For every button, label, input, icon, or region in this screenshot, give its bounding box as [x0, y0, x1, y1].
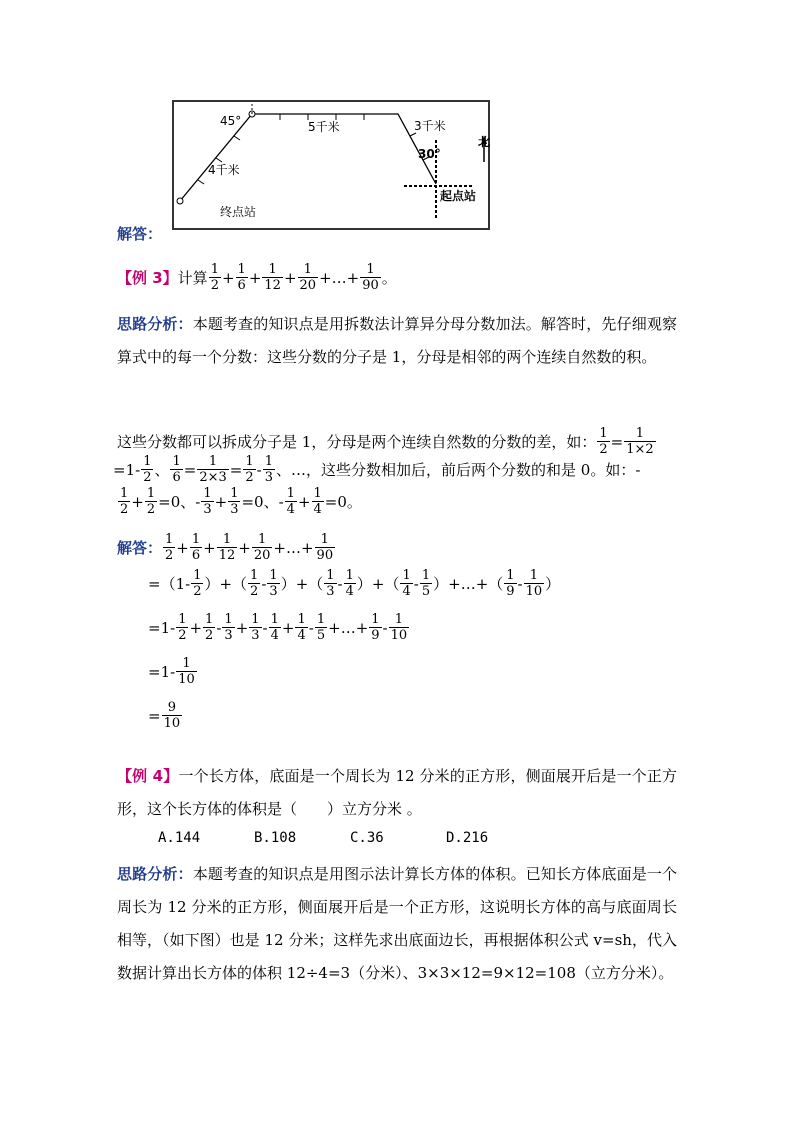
example-3-question: 【例 3】 计算 $\frac{1}{2}$ + $\frac{1}{6}$ + $\frac{1}{12}$ + $\frac{1}{20}$ +…+ $\frac{1}{90}$ 。 — [117, 262, 397, 293]
example-3-analysis: 思路分析：本题考查的知识点是用拆数法计算异分母分数加法。解答时，先仔细观察算式中的每一个分数：这些分数的分子是 1，分母是相邻的两个连续自然数的积。 — [117, 315, 677, 366]
svg-text:终点站: 终点站 — [220, 205, 257, 219]
route-diagram — [172, 100, 490, 230]
split-intro: 这些分数都可以拆成分子是 1，分母是两个连续自然数的分数的差，如： $\frac{1}{2}$ = $\frac{1}{1\times 2}$ — [117, 426, 654, 457]
end-station-point — [177, 198, 183, 204]
svg-text:北: 北 — [478, 135, 490, 149]
svg-text:4千米: 4千米 — [208, 163, 240, 177]
answer-label: 解答： — [117, 225, 163, 243]
solution-line-1: 解答： $\frac{1}{2}$ + $\frac{1}{6}$ + $\frac{1}{12}$ + $\frac{1}{20}$ +…+ $\frac{1}{90}$ — [117, 532, 334, 563]
svg-text:起点站: 起点站 — [440, 189, 477, 203]
split-examples: =1- $\frac{1}{2}$ 、 $\frac{1}{6}$ = $\frac{1}{2\times 3}$ = $\frac{1}{2}$ - $\frac{1}{3}$ 、…，这些分数相加后，前后两个分数的和是 0。如：- — [113, 454, 641, 485]
solution-line-4: =1- $\frac{1}{10}$ — [148, 656, 195, 687]
svg-text:3千米: 3千米 — [414, 119, 446, 133]
example-4-analysis: 思路分析：本题考查的知识点是用图示法计算长方体的体积。已知长方体底面是一个周长为 12 分米的正方形，侧面展开后是一个正方形，这说明长方体的高与底面周长相等，（如下图）也是 12 分米；这样先求出底面边长，再根据体积公式 v=sh，代入数据计算出长方体的体积 12÷4=3（分米）、3×3×12=9×12=108（立方分米）。 — [117, 865, 677, 982]
svg-text:30°: 30° — [418, 147, 441, 161]
zero-sum-examples: $\frac{1}{2}$ + $\frac{1}{2}$ =0、- $\frac{1}{3}$ + $\frac{1}{3}$ =0、- $\frac{1}{4}$ + $\frac{1}{4}$ =0。 — [120, 486, 362, 517]
solution-line-5: = $\frac{9}{10}$ — [148, 700, 181, 731]
example-4-options: A.144 B.108 C.36 D.216 — [158, 830, 489, 846]
svg-text:5千米: 5千米 — [308, 120, 340, 134]
solution-line-3: =1- $\frac{1}{2}$ + $\frac{1}{2}$ - $\frac{1}{3}$ + $\frac{1}{3}$ - $\frac{1}{4}$ + $\frac{1}{4}$ - $\frac{1}{5}$ +…+ $\frac{1}{9}$ - $\frac{1}{10}$ — [148, 612, 408, 643]
solution-line-2: =（1- $\frac{1}{2}$ ）+（ $\frac{1}{2}$ - $\frac{1}{3}$ ）+（ $\frac{1}{3}$ - $\frac{1}{4}$ ）+（ $\frac{1}{4}$ - $\frac{1}{5}$ ）+…+（ $\frac{1}{9}$ - $\frac{1}{10}$ ） — [148, 568, 561, 599]
svg-text:45°: 45° — [220, 114, 242, 128]
example-4-question: 【例 4】一个长方体，底面是一个周长为 12 分米的正方形，侧面展开后是一个正方形，这个长方体的体积是（ ）立方分米 。 — [117, 767, 677, 818]
